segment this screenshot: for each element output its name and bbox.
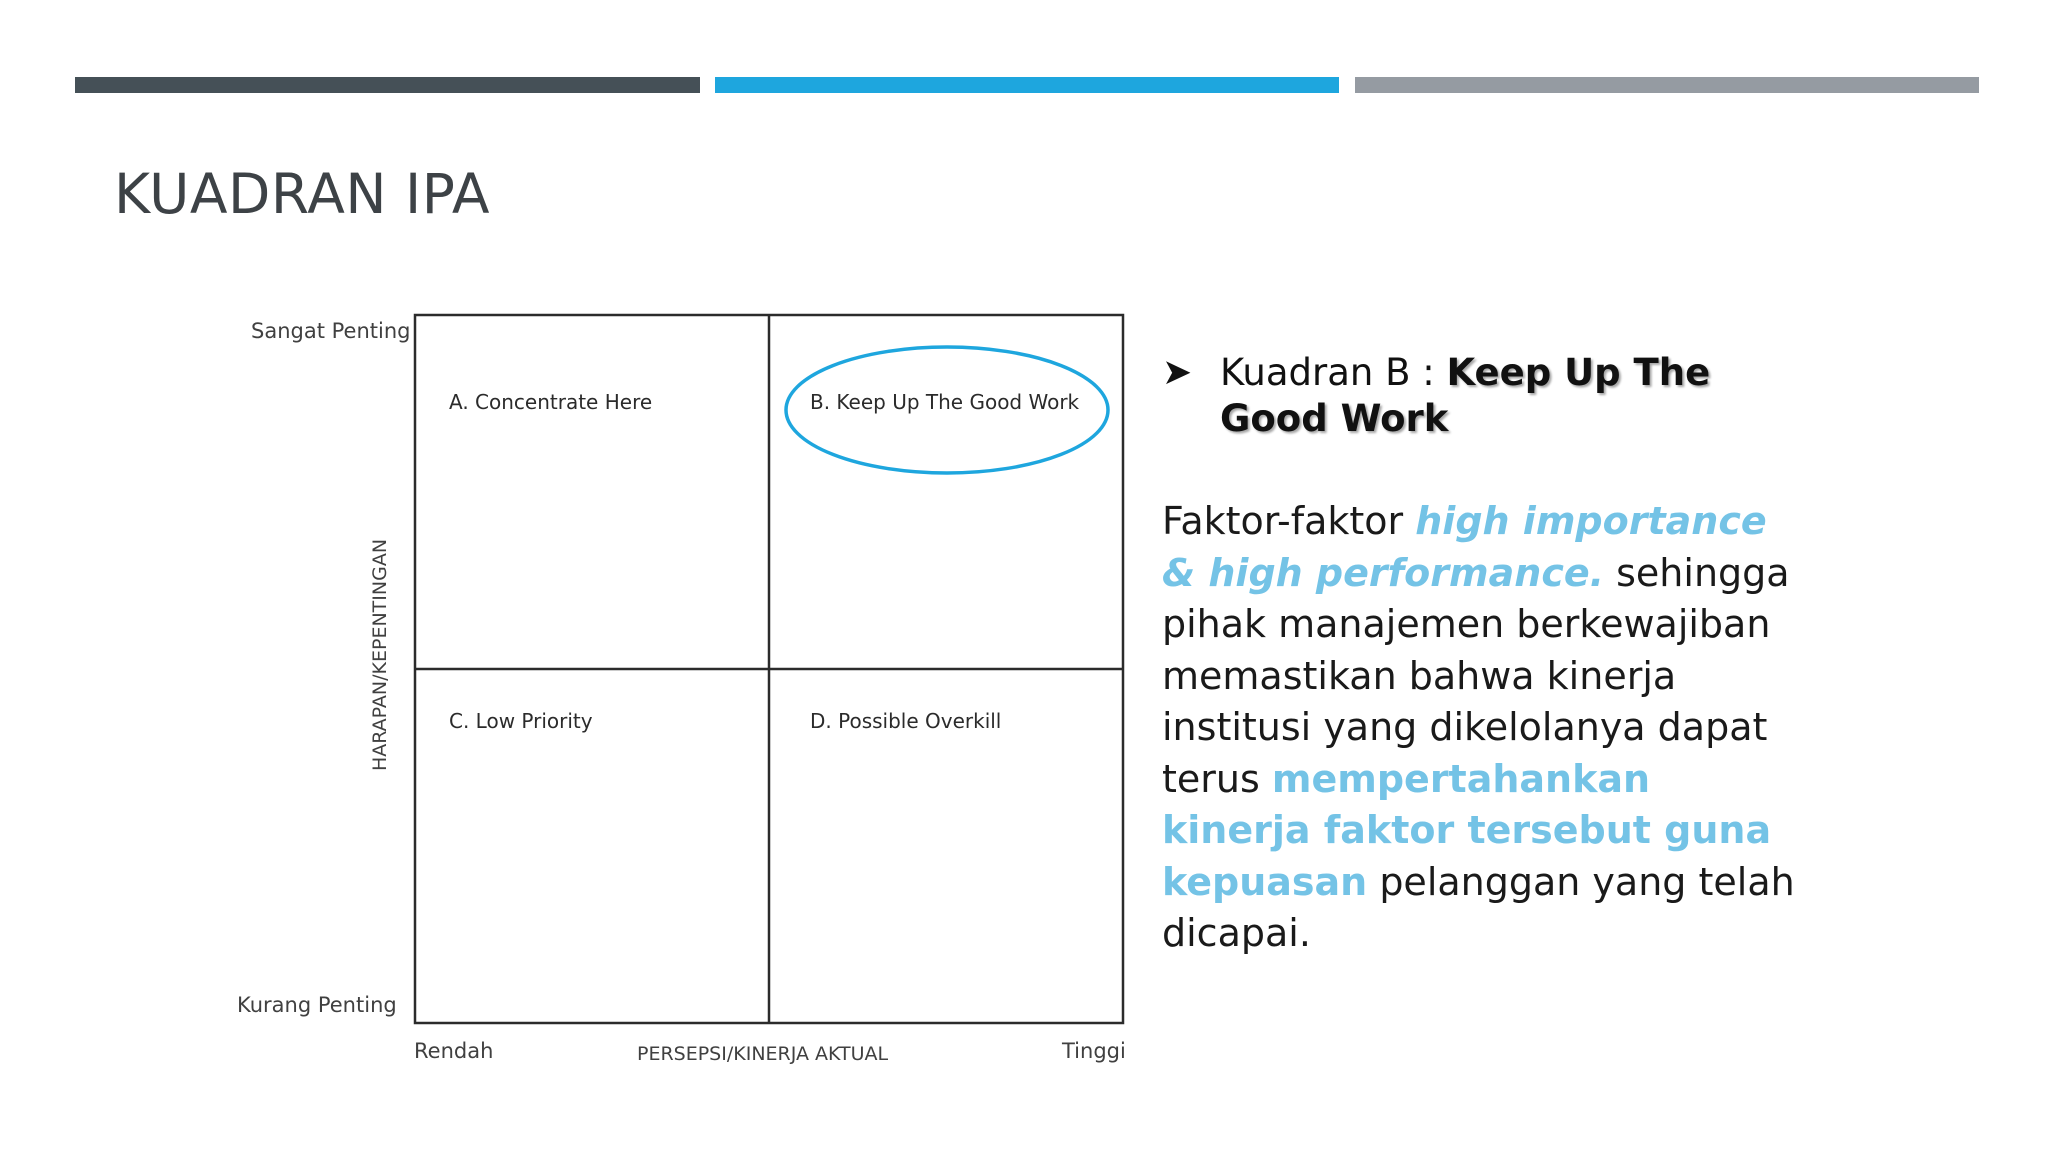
- slide-title: KUADRAN IPA: [114, 162, 491, 226]
- x-axis-title: PERSEPSI/KINERJA AKTUAL: [637, 1043, 889, 1065]
- quadrant-c-label: C. Low Priority: [449, 709, 593, 733]
- x-right-label: Tinggi: [1062, 1039, 1126, 1063]
- x-left-label: Rendah: [414, 1039, 494, 1063]
- quadrant-d-label: D. Possible Overkill: [810, 709, 1002, 733]
- y-top-label: Sangat Penting: [251, 319, 411, 343]
- bullet-bold-line1: Keep Up The: [1446, 351, 1711, 394]
- explanation-paragraph: [1162, 496, 1802, 960]
- bullet-text: [1220, 350, 1710, 442]
- para-highlight-importance: high importance & high performance.: [1162, 499, 1767, 595]
- para-part-5: pelanggan yang telah dicapai.: [1162, 859, 1795, 955]
- para-part-1: Faktor-faktor: [1162, 499, 1416, 543]
- para-part-3: sehingga pihak manajemen berkewajiban memastikan bahwa kinerja institusi yang dikelolanya dapat terus: [1162, 550, 1790, 801]
- quadrant-a-label: A. Concentrate Here: [449, 390, 653, 414]
- quadrant-b-bullet: [1162, 350, 1802, 442]
- para-highlight-maintain: mempertahankan kinerja faktor tersebut guna kepuasan: [1162, 756, 1772, 904]
- quadrant-b-label: B. Keep Up The Good Work: [810, 390, 1080, 414]
- y-bottom-label: Kurang Penting: [237, 993, 397, 1017]
- bullet-prefix: Kuadran B :: [1220, 351, 1447, 394]
- bullet-bold-line2: Good Work: [1220, 397, 1449, 440]
- y-axis-title: HARAPAN/KEPENTINGAN: [369, 538, 391, 772]
- arrow-bullet-icon: ➤: [1162, 352, 1193, 393]
